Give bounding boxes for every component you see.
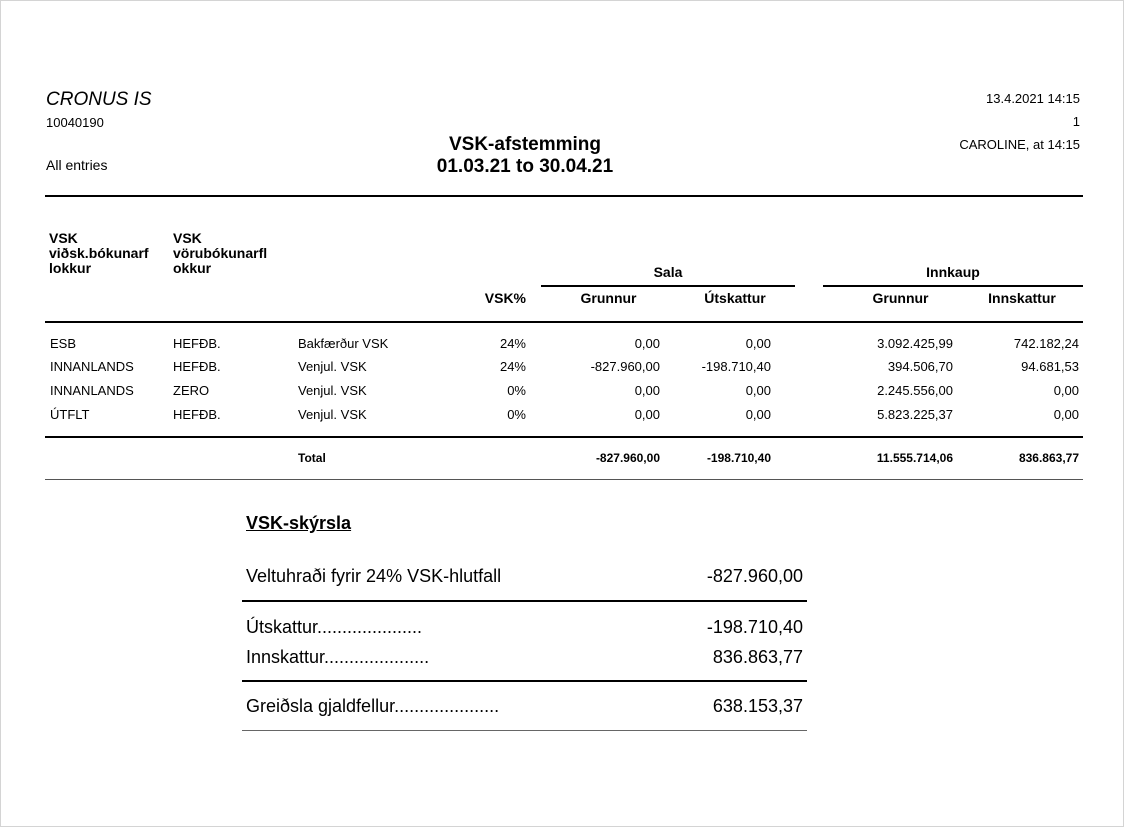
turnover-label: Veltuhraði fyrir 24% VSK-hlutfall — [246, 566, 502, 586]
cell-purchase-vat: 0,00 — [1053, 383, 1079, 398]
company-name: CRONUS IS — [46, 89, 152, 110]
summary-divider-3 — [242, 730, 807, 731]
cell-purchase-base: 5.823.225,37 — [877, 407, 953, 422]
table-row — [1, 336, 1124, 356]
report-period: 01.03.21 to 30.04.21 — [436, 156, 614, 177]
cell-sales-base: 0,00 — [634, 336, 660, 351]
cell-product-group: HEFÐB. — [173, 359, 221, 374]
cell-calculation: Venjul. VSK — [298, 407, 367, 422]
page-number: 1 — [1072, 114, 1080, 129]
total-row — [1, 451, 1124, 471]
cell-product-group: HEFÐB. — [173, 407, 221, 422]
table-row — [1, 359, 1124, 379]
cell-purchase-vat: 94.681,53 — [1021, 359, 1079, 374]
cell-vat-percent: 24% — [499, 336, 526, 351]
purchase-vat-value: 836.863,77 — [712, 647, 803, 667]
cell-calculation: Bakfærður VSK — [298, 336, 389, 351]
company-number: 10040190 — [46, 115, 104, 130]
cell-sales-vat: 0,00 — [745, 336, 771, 351]
total-label: Total — [298, 451, 326, 465]
payment-value: 638.153,37 — [712, 696, 803, 716]
cell-sales-base: 0,00 — [634, 407, 660, 422]
total-purchase-base: 11.555.714,06 — [876, 451, 953, 465]
total-sales-vat: -198.710,40 — [706, 451, 771, 465]
cell-vat-percent: 0% — [507, 407, 526, 422]
cell-calculation: Venjul. VSK — [298, 359, 367, 374]
payment-label: Greiðsla gjaldfellur..................... — [246, 696, 500, 716]
sales-vat-value: -198.710,40 — [706, 617, 803, 637]
summary-divider-2 — [242, 680, 807, 682]
print-datetime: 13.4.2021 14:15 — [986, 91, 1080, 106]
purchases-group-underline — [823, 285, 1083, 287]
column-header-purchase-vat: Innskattur — [988, 290, 1056, 306]
user-info: CAROLINE, at 14:15 — [959, 137, 1080, 152]
filter-text: All entries — [46, 157, 108, 173]
group-header-sales: Sala — [653, 264, 683, 280]
cell-vat-percent: 0% — [507, 383, 526, 398]
column-header-purchase-base: Grunnur — [872, 290, 929, 306]
cell-sales-base: -827.960,00 — [590, 359, 660, 374]
cell-sales-base: 0,00 — [634, 383, 660, 398]
total-top-divider — [45, 436, 1083, 438]
total-sales-base: -827.960,00 — [595, 451, 660, 465]
summary-title: VSK-skýrsla — [246, 513, 352, 533]
cell-vat-percent: 24% — [499, 359, 526, 374]
table-header-divider — [45, 321, 1083, 323]
cell-business-group: INNANLANDS — [50, 383, 134, 398]
cell-purchase-base: 2.245.556,00 — [877, 383, 953, 398]
cell-business-group: ESB — [50, 336, 77, 351]
column-header-business-posting-group: VSK viðsk.bókunarf lokkur — [49, 230, 149, 276]
summary-divider-1 — [242, 600, 807, 602]
table-row — [1, 383, 1124, 403]
cell-sales-vat: 0,00 — [745, 383, 771, 398]
cell-product-group: ZERO — [173, 383, 210, 398]
column-header-sales-vat: Útskattur — [704, 290, 766, 306]
cell-purchase-vat: 0,00 — [1053, 407, 1079, 422]
cell-purchase-base: 3.092.425,99 — [877, 336, 953, 351]
cell-purchase-vat: 742.182,24 — [1013, 336, 1079, 351]
cell-calculation: Venjul. VSK — [298, 383, 367, 398]
column-header-product-posting-group: VSK vörubókunarfl okkur — [173, 230, 268, 276]
cell-sales-vat: 0,00 — [745, 407, 771, 422]
sales-vat-label: Útskattur..................... — [246, 617, 423, 637]
total-bottom-divider — [45, 479, 1083, 480]
report-title: VSK-afstemming — [448, 134, 602, 155]
cell-purchase-base: 394.506,70 — [887, 359, 953, 374]
total-purchase-vat: 836.863,77 — [1018, 451, 1079, 465]
cell-business-group: INNANLANDS — [50, 359, 134, 374]
table-row — [1, 407, 1124, 427]
group-header-purchases: Innkaup — [926, 264, 980, 280]
turnover-value: -827.960,00 — [706, 566, 803, 586]
header-divider — [45, 195, 1083, 197]
cell-business-group: ÚTFLT — [50, 407, 90, 422]
column-header-sales-base: Grunnur — [580, 290, 637, 306]
cell-sales-vat: -198.710,40 — [701, 359, 771, 374]
purchase-vat-label: Innskattur..................... — [246, 647, 430, 667]
cell-product-group: HEFÐB. — [173, 336, 221, 351]
sales-group-underline — [541, 285, 795, 287]
column-header-vat-percent: VSK% — [484, 290, 526, 306]
